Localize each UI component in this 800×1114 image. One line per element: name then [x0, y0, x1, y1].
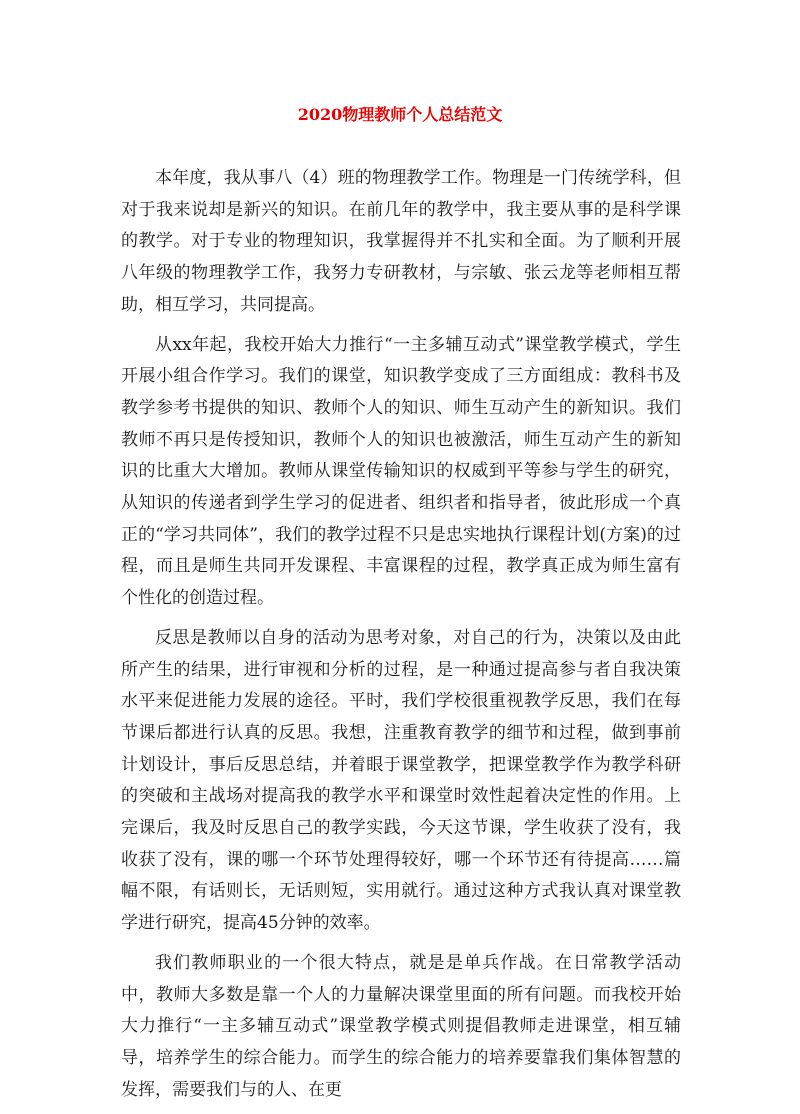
paragraph: 从xx年起，我校开始大力推行“一主多辅互动式”课堂教学模式，学生开展小组合作学习。我们的课堂，知识教学变成了三方面组成：教科书及教学参考书提供的知识、教师个人的知识、师生互动产生的新知识。我们教师不再只是传授知识，教师个人的知识也被激活，师生互动产生的新知识的比重大大增加。教师从课堂传输知识的权威到平等参与学生的研究，从知识的传递者到学生学习的促进者、组织者和指导者，彼此形成一个真正的“学习共同体”，我们的教学过程不只是忠实地执行课程计划(方案)的过程，而且是师生共同开发课程、丰富课程的过程，教学真正成为师生富有个性化的创造过程。: [121, 334, 681, 609]
document-title: 2020物理教师个人总结范文: [297, 105, 503, 124]
document-body: [121, 163, 681, 1114]
paragraph: 本年度，我从事八（4）班的物理教学工作。物理是一门传统学科，但对于我来说却是新兴的知识。在前几年的教学中，我主要从事的是科学课的教学。对于专业的物理知识，我掌握得并不扎实和全面。为了顺利开展八年级的物理教学工作，我努力专研教材，与宗敏、张云龙等老师相互帮助，相互学习，共同提高。: [121, 168, 681, 315]
paragraph: 我们教师职业的一个很大特点，就是是单兵作战。在日常教学活动中，教师大多数是靠一个人的力量解决课堂里面的所有问题。而我校开始大力推行“一主多辅互动式”课堂教学模式则提倡教师走进课堂，相互辅导，培养学生的综合能力。而学生的综合能力的培养要靠我们集体智慧的发挥，需要我们与的人、在更: [121, 952, 681, 1100]
paragraph: 反思是教师以自身的活动为思考对象，对自己的行为，决策以及由此所产生的结果，进行审视和分析的过程，是一种通过提高参与者自我决策水平来促进能力发展的途径。平时，我们学校很重视教学反思，我们在每节课后都进行认真的反思。我想，注重教育教学的细节和过程，做到事前计划设计，事后反思总结，并着眼于课堂教学，把课堂教学作为教学科研的突破和主战场对提高我的教学水平和课堂时效性起着决定性的作用。上完课后，我及时反思自己的教学实践，今天这节课，学生收获了没有，我收获了没有，课的哪一个环节处理得较好，哪一个环节还有待提高……篇幅不限，有话则长，无话则短，实用就行。通过这种方式我认真对课堂教学进行研究，提高45分钟的效率。: [121, 627, 681, 934]
